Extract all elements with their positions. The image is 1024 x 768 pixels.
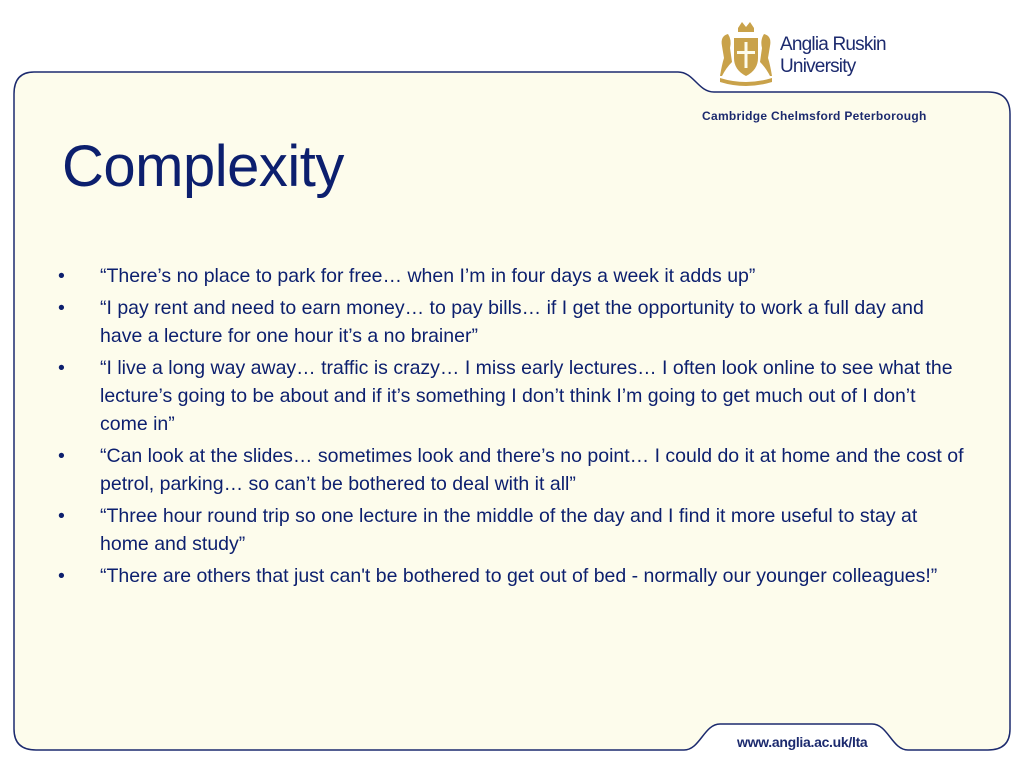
bullet-icon: •: [58, 357, 65, 379]
logo-wordmark: [780, 34, 886, 78]
list-item-text: “I live a long way away… traffic is crazy… I miss early lectures… I often look online to see what the lecture’s going to be about and if it’s something I don’t think I’m going to get much out of I don’t come in”: [100, 357, 953, 435]
quote-list: [58, 262, 966, 594]
bullet-icon: •: [58, 265, 65, 287]
logo-text-line1: Anglia Ruskin: [780, 34, 886, 55]
list-item: [58, 442, 966, 498]
bullet-icon: •: [58, 445, 65, 467]
list-item: [58, 262, 966, 290]
list-item: [58, 562, 966, 590]
list-item-text: “Can look at the slides… sometimes look and there’s no point… I could do it at home and the cost of petrol, parking… so can’t be bothered to deal with it all”: [100, 445, 964, 495]
list-item-text: “There’s no place to park for free… when I’m in four days a week it adds up”: [100, 265, 756, 287]
list-item: [58, 294, 966, 350]
list-item-text: “There are others that just can't be bothered to get out of bed - normally our younger colleagues!”: [100, 565, 938, 587]
bullet-icon: •: [58, 297, 65, 319]
list-item-text: “Three hour round trip so one lecture in the middle of the day and I find it more useful to stay at home and study”: [100, 505, 918, 555]
slide-title: Complexity: [62, 134, 344, 199]
logo-text-line2: University: [780, 56, 856, 77]
list-item: [58, 502, 966, 558]
footer-link[interactable]: www.anglia.ac.uk/lta: [737, 734, 868, 750]
university-logo: [716, 18, 916, 88]
campus-list: Cambridge Chelmsford Peterborough: [702, 109, 927, 123]
bullet-icon: •: [58, 565, 65, 587]
bullet-icon: •: [58, 505, 65, 527]
list-item: [58, 354, 966, 438]
crest-icon: [716, 18, 776, 88]
list-item-text: “I pay rent and need to earn money… to pay bills… if I get the opportunity to work a full day and have a lecture for one hour it’s a no brainer”: [100, 297, 924, 347]
